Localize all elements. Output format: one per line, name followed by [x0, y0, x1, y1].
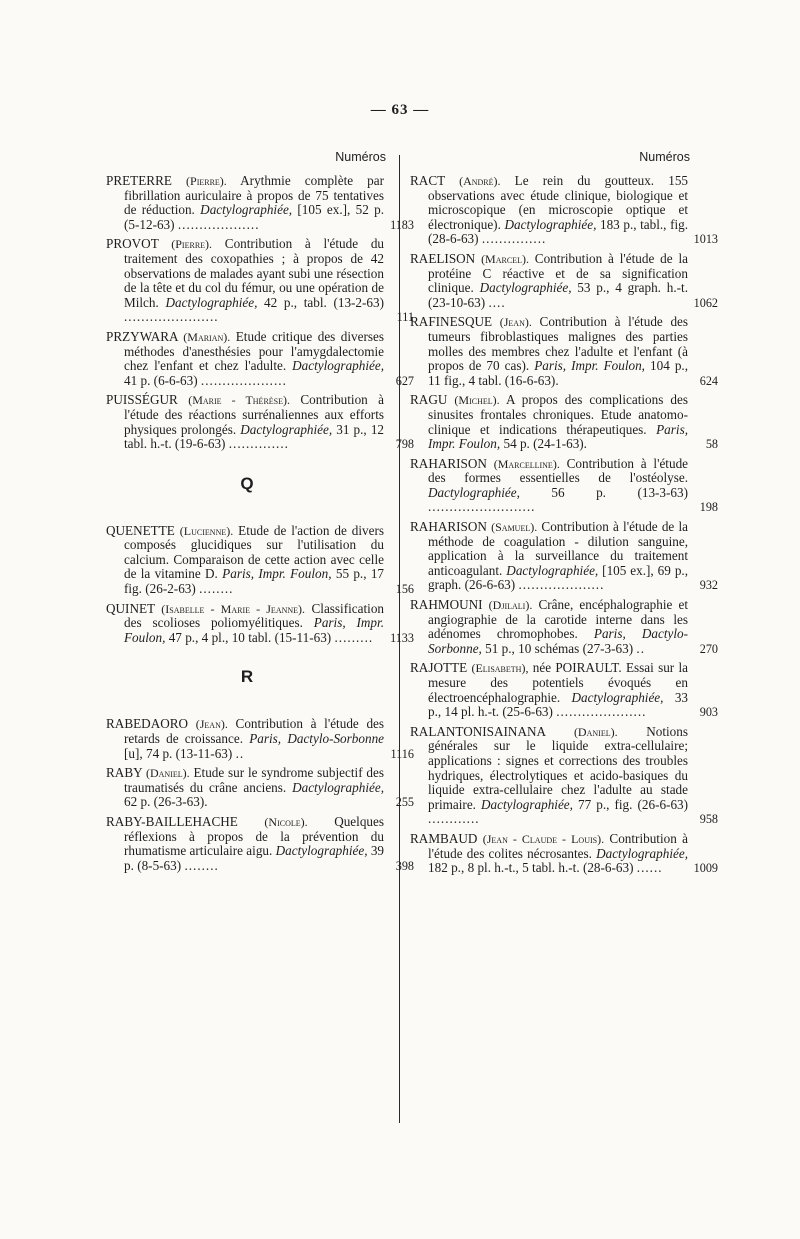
entry-author-given-name: (Pierre).	[171, 237, 213, 252]
entry-number: 1013	[693, 232, 718, 247]
entry-number: 903	[699, 705, 718, 720]
index-entry	[410, 392, 718, 452]
entry-leader-dots: ..............	[228, 436, 289, 452]
entry-leader-dots: ....................	[518, 577, 605, 593]
entries-p	[106, 173, 414, 452]
entry-author-given-name: (Marian).	[183, 329, 231, 344]
entry-details: 77 p., fig. (26-6-63)	[578, 796, 689, 812]
entry-publisher: Dactylographiée,	[292, 779, 384, 795]
entry-author-given-name: (Jean - Claude - Louis).	[482, 831, 605, 846]
entry-publisher: Paris, Impr. Foulon,	[124, 615, 384, 645]
entry-author-given-name: (Daniel).	[145, 766, 190, 781]
entry-author-given-name: (Isabelle - Marie - Jeanne).	[161, 601, 306, 616]
index-entry	[106, 236, 414, 325]
entries-r	[106, 716, 414, 873]
entry-publisher: Dactylographiée,	[240, 421, 333, 437]
entry-leader-dots: ............	[428, 811, 480, 827]
entry-publisher: Dactylographiée,	[165, 294, 258, 310]
entry-title: Contribution à l'étude du traitement des coxopathies ; à propos de 42 observations de malades ayant subi une résection de la tête et du col du fémur, ou une opération de Milch.	[124, 236, 385, 310]
entry-publisher: Dactylographiée,	[506, 562, 599, 578]
entry-title: Contribution à l'étude de la méthode de coagulation - dilution sanguine, application à la surveillance du traitement anticoagulant.	[428, 519, 688, 578]
entry-details: 183 p., tabl., fig. (28-6-63)	[428, 216, 689, 247]
page-number: — 63 —	[370, 102, 430, 118]
entry-details: 55 p., 17 fig. (26-2-63)	[124, 566, 385, 597]
entry-details: [u], 74 p. (13-11-63)	[124, 745, 233, 761]
entry-title: Etude critique des diverses méthodes d'anesthésies pour l'amygdalectomie chez l'enfant et chez l'adulte.	[124, 328, 384, 374]
entry-author-given-name: (Jean).	[499, 315, 532, 330]
index-entry	[106, 765, 414, 810]
entry-author-surname: RACT	[410, 173, 445, 188]
entry-title: Crâne, encéphalographie et angiographie de la carotide interne dans les adénomes chromophobes.	[428, 597, 689, 642]
entry-publisher: Dactylographiée,	[275, 843, 368, 859]
entry-title: Arythmie complète par fibrillation auriculaire à propos de 75 tentatives de réduction.	[124, 173, 385, 218]
entry-title: Notions générales sur le liquide extra-cellulaire; applications : signes et corrections des troubles hydriques, électrolytiques et acido-basiques du liquide extra-cellulaire chez l'adulte au stade primaire.	[428, 723, 688, 812]
entry-title: Contribution à l'étude de la protéine C réactive et de sa signification clinique.	[428, 250, 688, 296]
entry-details: 31 p., 12 tabl. h.-t. (19-6-63)	[124, 421, 385, 452]
entry-author-surname: RAHARISON	[410, 519, 487, 535]
entry-author-given-name: (Michel).	[454, 393, 500, 408]
entry-title: Contribution à l'étude des retards de croissance.	[124, 716, 385, 747]
entry-author-given-name: (Nicole).	[264, 815, 308, 829]
entry-number: 270	[699, 641, 718, 656]
entry-author-surname: RAGU	[410, 392, 448, 408]
entry-title: Classification des scolioses poliomyélitiques.	[124, 600, 385, 631]
entry-publisher: Dactylographiée,	[292, 358, 385, 374]
entry-leader-dots: .........................	[428, 499, 536, 515]
index-entry	[410, 660, 718, 720]
entry-author-surname: RABY	[106, 765, 143, 781]
entry-leader-dots: .........	[334, 629, 374, 645]
entry-author-given-name: (Lucienne).	[179, 523, 234, 538]
entry-author-given-name: (Pierre).	[186, 174, 227, 188]
entry-leader-dots: ........	[199, 581, 234, 597]
entry-author-surname: RABY-BAILLEHACHE	[106, 814, 238, 829]
entries-q	[106, 522, 414, 646]
entry-publisher: Paris, Impr. Foulon,	[222, 566, 332, 582]
entry-number: 1133	[390, 630, 414, 645]
entry-author-surname: RAFINESQUE	[410, 314, 493, 330]
entry-details: 182 p., 8 pl. h.-t., 5 tabl. h.-t. (28-6-63)	[428, 860, 634, 876]
index-entry	[410, 830, 718, 876]
entry-author-surname: RAELISON	[410, 250, 476, 266]
entry-details: [105 ex.], 52 p. (5-12-63)	[124, 202, 385, 232]
entry-title: Contribution à l'étude des tumeurs fibroblastiques malignes des parties molles des membres chez l'adulte et l'enfant (à propos de 70 cas).	[428, 314, 689, 374]
entry-number: 932	[699, 578, 718, 593]
entry-author-given-name: (Marcelline).	[493, 456, 560, 471]
entry-publisher: Paris, Dactylo-Sorbonne	[249, 731, 385, 747]
entries-right	[410, 173, 718, 876]
index-entry	[106, 814, 414, 873]
entry-title: Contribution à l'étude des colites nécrosantes.	[428, 830, 688, 861]
right-column	[410, 150, 718, 881]
entry-number: 1009	[693, 861, 718, 876]
index-entry	[410, 723, 718, 827]
entry-author-given-name: (Samuel).	[491, 520, 538, 535]
entry-publisher: Dactylographiée,	[200, 202, 293, 218]
entry-leader-dots: ..	[636, 640, 646, 656]
left-column	[106, 150, 414, 878]
entry-publisher: Paris, Dactylo-Sorbonne,	[428, 626, 689, 656]
index-entry	[106, 600, 414, 646]
index-entry	[106, 522, 414, 597]
entry-details: 39 p. (8-5-63)	[124, 843, 385, 873]
entry-title: Etude sur le syndrome subjectif des traumatisés du crâne anciens.	[124, 765, 384, 795]
entry-leader-dots: ..	[235, 745, 245, 761]
entry-author-surname: RAMBAUD	[410, 830, 478, 846]
index-entry	[410, 314, 718, 388]
entry-author-surname: RABEDAORO	[106, 716, 189, 732]
entry-leader-dots: ...................	[177, 216, 260, 232]
entry-details: 54 p. (24-1-63).	[503, 436, 587, 452]
entry-publisher: Paris, Impr. Foulon,	[428, 421, 688, 452]
entry-leader-dots: ........	[184, 857, 219, 873]
index-entry	[106, 716, 414, 761]
index-entry	[410, 519, 718, 593]
section-letter-q: Q	[240, 473, 254, 493]
index-entry	[410, 173, 718, 247]
entry-publisher: Paris, Impr. Foulon,	[534, 358, 645, 374]
entry-details: 51 p., 10 schémas (27-3-63)	[485, 640, 634, 656]
entry-number: 398	[395, 858, 414, 873]
entry-title: Le rein du goutteux. 155 observations avec étude clinique, biologique et microscopique (en microscopie optique et électronique).	[428, 173, 689, 232]
index-entry	[106, 173, 414, 232]
entry-number: 624	[699, 373, 718, 388]
entry-number: 198	[699, 500, 718, 515]
entry-number: 156	[395, 582, 414, 597]
entry-author-given-name: (Daniel).	[573, 724, 618, 739]
entry-leader-dots: ......	[636, 860, 663, 876]
entry-author-surname: QUINET	[106, 600, 155, 616]
right-column-header: Numéros	[639, 150, 690, 164]
entry-author-given-name: (Marie - Thérèse).	[188, 393, 290, 408]
entry-author-surname: PRZYWARA	[106, 328, 178, 344]
entry-number: 255	[395, 795, 414, 810]
entry-author-surname: PRETERRE	[106, 173, 172, 188]
entry-number: 1116	[390, 746, 414, 761]
entry-details: 47 p., 4 pl., 10 tabl. (15-11-63)	[168, 629, 332, 645]
section-letter-r: R	[240, 667, 254, 687]
entry-author-given-name: (André).	[459, 174, 501, 188]
left-column-header: Numéros	[335, 150, 386, 164]
entry-title: Contribution à l'étude des formes essentielles de l'ostéolyse.	[428, 455, 689, 486]
entry-details: 53 p., 4 graph. h.-t. (23-10-63)	[428, 280, 688, 310]
entry-author-surname: RALANTONISAINANA	[410, 723, 546, 739]
entry-author-surname: RAHMOUNI	[410, 597, 483, 613]
entry-details: 41 p. (6-6-63)	[124, 372, 198, 388]
entry-number: 111	[396, 310, 414, 325]
entry-details: 62 p. (26-3-63).	[124, 794, 208, 810]
entry-publisher: Dactylographiée,	[504, 216, 597, 232]
entry-title: Quelques réflexions à propos de la prévention du rhumatisme articulaire aigu.	[124, 814, 384, 859]
entry-title: née POIRAULT. Essai sur la mesure des potentiels évoqués en électroencéphalographie.	[428, 660, 688, 705]
entry-title: Etude de l'action de divers composés glucidiques sur l'utilisation du calcium. Comparaison de cette action avec celle de la vitamine D.	[124, 522, 385, 582]
entry-publisher: Dactylographiée,	[571, 689, 664, 705]
entry-number: 1062	[693, 295, 718, 310]
entry-number: 58	[705, 437, 718, 452]
entry-number: 1183	[390, 217, 414, 232]
entry-publisher: Dactylographiée,	[428, 484, 520, 500]
entry-title: Contribution à l'étude des réactions surrénaliennes aux efforts physiques prolongés.	[124, 392, 384, 437]
entry-author-given-name: (Djilali).	[488, 598, 533, 613]
entry-details: 56 p. (13-3-63)	[551, 484, 688, 500]
entry-author-surname: RAHARISON	[410, 455, 487, 471]
entry-leader-dots: .....................	[556, 704, 647, 720]
entry-details: 33 p., 14 pl. h.-t. (25-6-63)	[428, 689, 688, 720]
index-entry	[106, 392, 414, 452]
entry-leader-dots: ...............	[481, 231, 547, 247]
entry-author-given-name: (Marcel).	[481, 251, 529, 266]
entry-publisher: Dactylographiée,	[481, 796, 573, 812]
index-entry	[106, 328, 414, 388]
entry-author-surname: QUENETTE	[106, 522, 175, 538]
entry-leader-dots: ....	[488, 294, 506, 310]
entry-author-surname: PROVOT	[106, 236, 159, 252]
index-entry	[410, 455, 718, 515]
entry-author-surname: PUISSÉGUR	[106, 392, 178, 408]
entry-author-given-name: (Jean).	[195, 717, 228, 732]
index-entry	[410, 250, 718, 310]
entry-publisher: Dactylographiée,	[479, 280, 572, 296]
entry-publisher: Dactylographiée,	[596, 845, 688, 861]
entry-details: 104 p., 11 fig., 4 tabl. (16-6-63).	[428, 358, 689, 388]
entry-number: 627	[395, 373, 414, 388]
index-entry	[410, 597, 718, 656]
entry-author-surname: RAJOTTE	[410, 660, 468, 676]
entry-details: [105 ex.], 69 p., graph. (26-6-63)	[428, 562, 689, 593]
entry-leader-dots: ....................	[200, 372, 287, 388]
entry-number: 958	[699, 812, 718, 827]
entry-title: A propos des complications des sinusites frontales chroniques. Etude anatomo-clinique et indications thérapeutiques.	[428, 392, 688, 437]
entry-leader-dots: ......................	[124, 309, 219, 325]
entry-details: 42 p., tabl. (13-2-63)	[264, 294, 384, 310]
entry-number: 798	[395, 437, 414, 452]
entry-author-given-name: (Elisabeth),	[471, 661, 529, 676]
